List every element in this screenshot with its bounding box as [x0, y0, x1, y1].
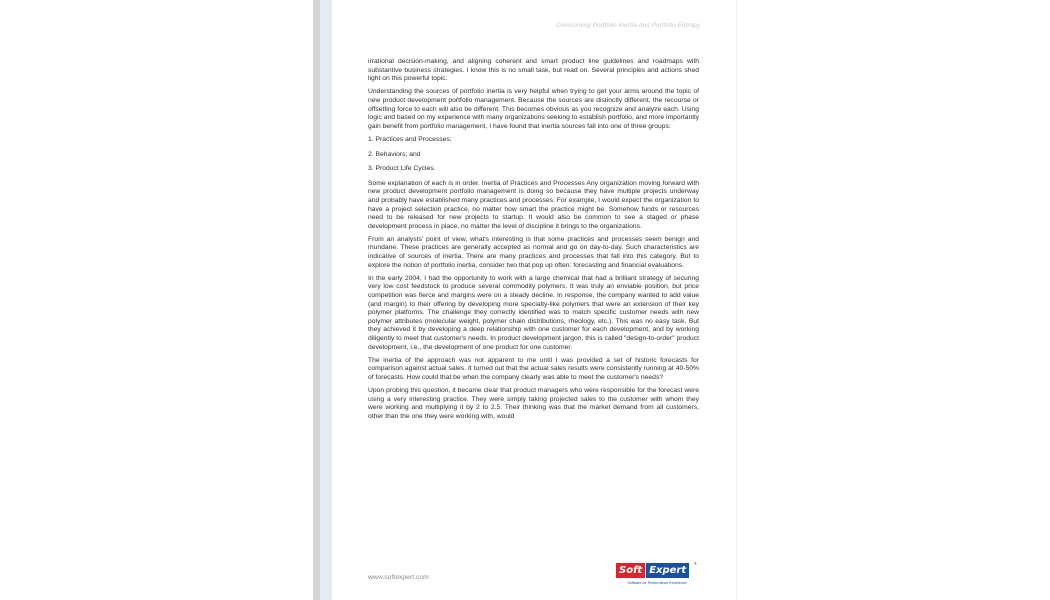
list-item: 1. Practices and Processes;: [368, 135, 452, 143]
registered-mark: ®: [694, 561, 697, 566]
logo-wordmark: [616, 563, 689, 578]
paragraph: Upon probing this question, it became clear that product managers who were responsible for the forecast were using a very interesting practice. They were simply taking projected sales to the customer with whom they were working and multiplying it by 2 to 2.5. Their thinking was that the market demand from all customers, other than the one they were working with, would: [368, 387, 699, 420]
paragraph: Some explanation of each is in order. Inertia of Practices and Processes Any organization moving forward with new product development portfolio management is doing so because they have multiple projects underway and probably have established many practices and processes. For example, I would expect the organization to have a project selection practice, no matter how smart the practice might be. Somehow funds or resources need to be released for new projects to startup. It would also be common to see a staged or phase development process in place, no matter the level of discipline it brings to the organizations.: [368, 179, 699, 230]
softexpert-logo: [616, 563, 700, 591]
page-gutter: [320, 0, 332, 600]
document-page: [332, 0, 736, 600]
logo-expert-text: Expert: [646, 563, 689, 578]
footer-url: www.softexpert.com: [368, 574, 429, 581]
list-item: 2. Behaviors; and: [368, 150, 421, 158]
logo-soft-text: Soft: [616, 563, 645, 578]
paragraph: Understanding the sources of portfolio inertia is very helpful when trying to get your arms around the topic of new product development portfolio management. Because the sources are distinctly different, the recourse or offsetting force to each will also be different. This becomes obvious as you recognize and analyze each. Using logic and based on my experience with many organizations seeking to establish portfolio, and more importantly gain benefit from portfolio management, I have found that inertia sources fall into one of three groups:: [368, 88, 699, 130]
list-item: 3. Product Life Cycles.: [368, 165, 436, 173]
page-shadow: [313, 0, 320, 600]
running-header: Overcoming Portfolio Inertia And Portfolio Entropy: [555, 22, 700, 29]
paragraph: From an analysts' point of view, what's interesting is that some practices and processes seem benign and mundane. These practices are generally accepted as normal and go on day-to-day. Such characteristics are indicative of sources of inertia. There are many practices and processes that fall into this category. But to explore the notion of portfolio inertia, consider two that pop up often: forecasting and financial evaluations.: [368, 235, 699, 269]
paragraph: irrational decision-making, and aligning coherent and smart product line guidelines and roadmaps with substantive business strategies. I know this is no small task, but read on. Several principles and actions shed light on this powerful topic.: [368, 58, 699, 83]
logo-tagline: Software for Performance Excellence: [627, 581, 687, 585]
body-text: [368, 58, 699, 426]
paragraph: In the early 2004, I had the opportunity to work with a large chemical that had a brilliant strategy of securing very low cost feedstock to produce several commodity polymers. It was truly an enviable position, but price competition was fierce and margins were on a steady decline. In response, the company wanted to add value (and margin) to their offering by developing more specialty-like polymers that were an extension of their key polymer platforms. The challenge they correctly identified was to match specific customer needs with new polymer attributes (molecular weight, polymer chain distributions, rheology, etc.). This was no easy task. But they achieved it by developing a deep relationship with one customer for each development, and by working diligently to meet that customer's needs. In product development jargon, this is called "design-to-order" product development, i.e., the development of one product for one customer.: [368, 274, 699, 351]
paragraph: The inertia of the approach was not apparent to me until I was provided a set of historic forecasts for comparison against actual sales. It turned out that the actual sales results were consistently running at 40-50% of forecasts. How could that be when the company clearly was able to meet the customer's needs?: [368, 356, 699, 381]
page-edge: [736, 0, 737, 600]
